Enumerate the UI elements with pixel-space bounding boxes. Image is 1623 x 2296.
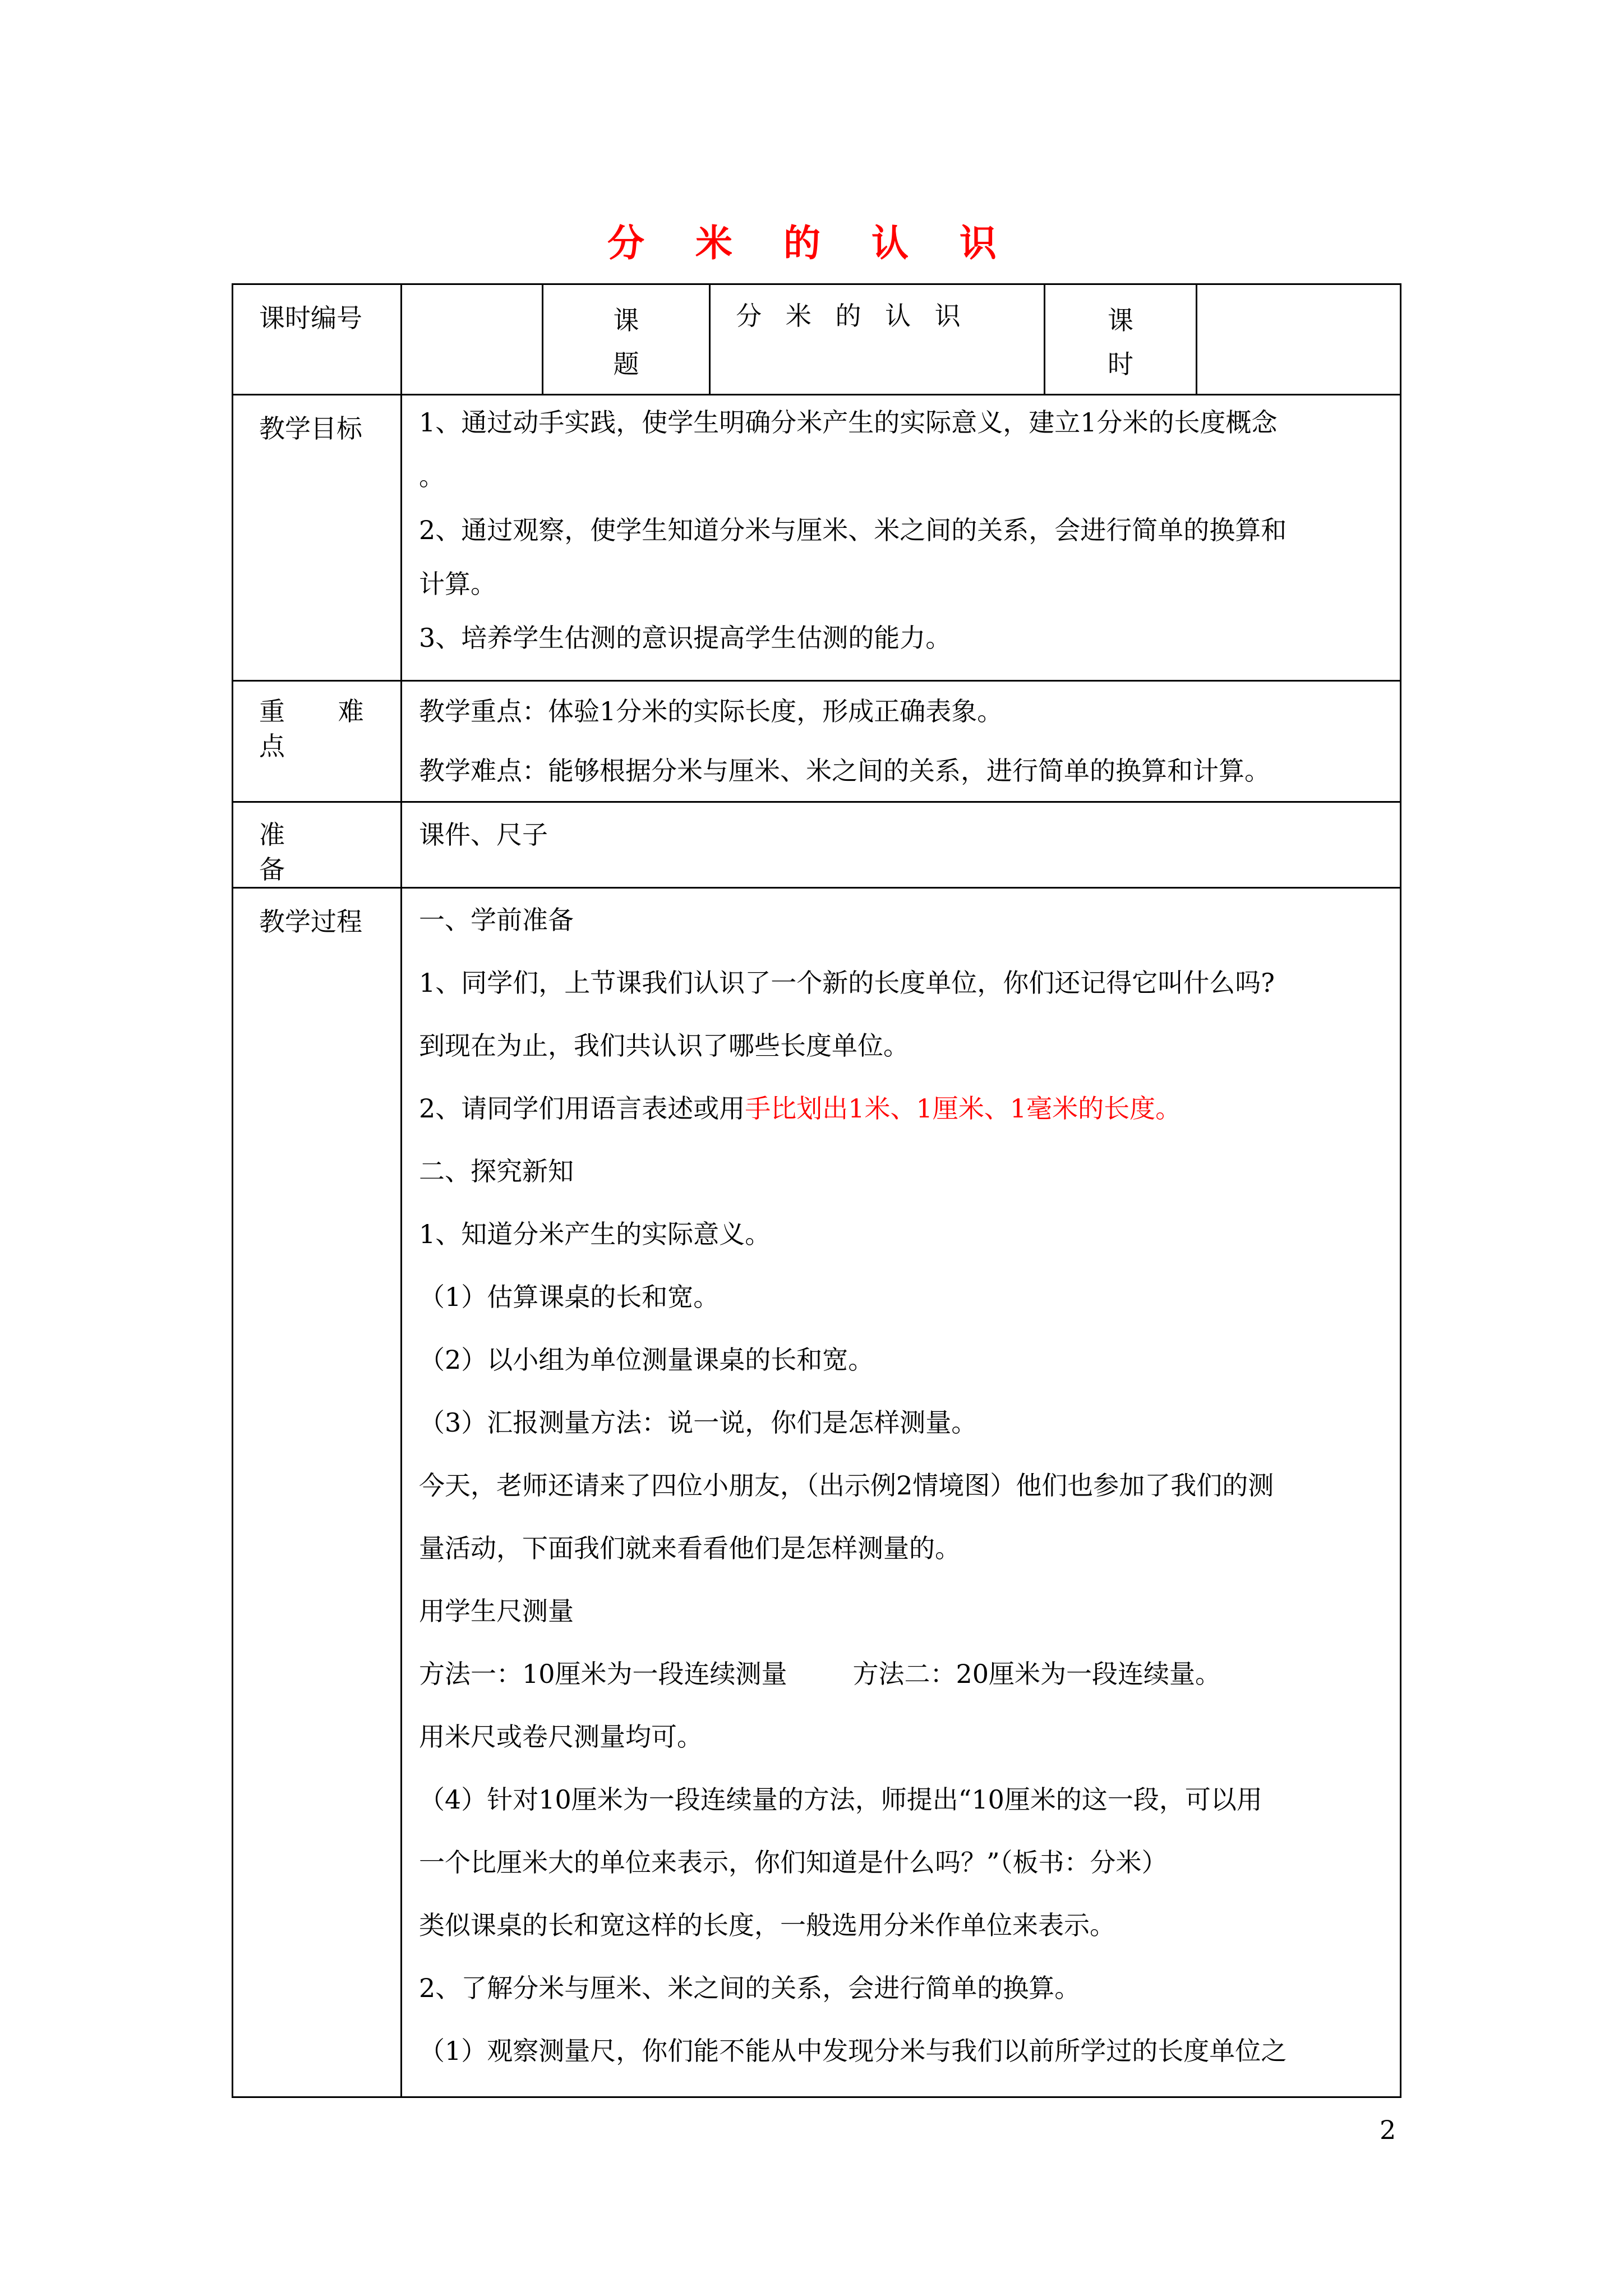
goals-row xyxy=(233,395,1401,681)
key-points-row xyxy=(233,681,1401,802)
preparation-row xyxy=(233,802,1401,888)
process-line: 用学生尺测量 xyxy=(419,1596,574,1626)
process-line: （3）汇报测量方法：说一说，你们是怎样测量。 xyxy=(419,1407,978,1438)
goal-line: 2、通过观察，使学生知道分米与厘米、米之间的关系，会进行简单的换算和 xyxy=(419,515,1287,545)
process-line: （1）观察测量尺，你们能不能从中发现分米与我们以前所学过的长度单位之 xyxy=(419,2036,1287,2066)
hours-label xyxy=(1045,284,1197,395)
page-number: 2 xyxy=(1380,2115,1396,2145)
lesson-plan-table xyxy=(232,283,1401,2098)
preparation-label: 准 备 xyxy=(233,802,402,888)
process-line: 到现在为止，我们共认识了哪些长度单位。 xyxy=(419,1030,909,1061)
process-line: 2、了解分米与厘米、米之间的关系，会进行简单的换算。 xyxy=(419,1973,1081,2003)
key-point-line: 教学难点：能够根据分米与厘米、米之间的关系，进行简单的换算和计算。 xyxy=(419,756,1270,786)
lesson-number-label: 课时编号 xyxy=(233,284,402,395)
hours-label-line2: 时 xyxy=(1108,349,1133,379)
highlighted-text: 手比划出1米、1厘米、1毫米的长度。 xyxy=(745,1093,1182,1124)
process-line: （1）估算课桌的长和宽。 xyxy=(419,1282,720,1312)
goal-line: 3、培养学生估测的意识提高学生估测的能力。 xyxy=(419,623,952,653)
process-line: 二、探究新知 xyxy=(419,1156,574,1186)
process-line: 用米尺或卷尺测量均可。 xyxy=(419,1722,703,1752)
preparation-content: 课件、尺子 xyxy=(402,802,1401,888)
goal-line: 。 xyxy=(419,461,445,491)
process-line: 方法一：10厘米为一段连续测量 方法二：20厘米为一段连续量。 xyxy=(419,1659,1221,1689)
process-line: 一、学前准备 xyxy=(419,905,574,935)
key-point-line: 教学重点：体验1分米的实际长度，形成正确表象。 xyxy=(419,696,1003,726)
goal-line: 1、通过动手实践，使学生明确分米产生的实际意义，建立1分米的长度概念 xyxy=(419,407,1278,438)
process-line: 今天，老师还请来了四位小朋友，（出示例2情境图）他们也参加了我们的测 xyxy=(419,1470,1274,1501)
hours-value xyxy=(1197,284,1401,395)
header-row xyxy=(233,284,1401,395)
topic-label-line2: 题 xyxy=(613,349,639,379)
hours-label-line1: 课 xyxy=(1108,305,1133,335)
process-line: 量活动，下面我们就来看看他们是怎样测量的。 xyxy=(419,1533,961,1563)
process-line: 类似课桌的长和宽这样的长度，一般选用分米作单位来表示。 xyxy=(419,1910,1115,1940)
key-points-content xyxy=(402,681,1401,802)
key-points-label: 重 难 点 xyxy=(233,681,402,802)
topic-value: 分 米 的 认 识 xyxy=(710,284,1045,395)
topic-label xyxy=(543,284,710,395)
topic-label-line1: 课 xyxy=(613,305,639,335)
process-line: 1、同学们，上节课我们认识了一个新的长度单位，你们还记得它叫什么吗? xyxy=(419,968,1275,998)
goal-line: 计算。 xyxy=(419,569,496,599)
process-content xyxy=(402,888,1401,2097)
process-line: 2、请同学们用语言表述或用手比划出1米、1厘米、1毫米的长度。 xyxy=(419,1093,1182,1124)
page-title: 分 米 的 认 识 xyxy=(607,221,1016,265)
process-line: 1、知道分米产生的实际意义。 xyxy=(419,1219,771,1249)
goals-label: 教学目标 xyxy=(233,395,402,681)
process-line: 一个比厘米大的单位来表示，你们知道是什么吗？”（板书：分米） xyxy=(419,1847,1168,1878)
process-line: （4）针对10厘米为一段连续量的方法，师提出“10厘米的这一段，可以用 xyxy=(419,1784,1262,1815)
goals-content xyxy=(402,395,1401,681)
process-line: （2）以小组为单位测量课桌的长和宽。 xyxy=(419,1345,874,1375)
process-row xyxy=(233,888,1401,2097)
process-label: 教学过程 xyxy=(233,888,402,2097)
lesson-number-value xyxy=(402,284,543,395)
